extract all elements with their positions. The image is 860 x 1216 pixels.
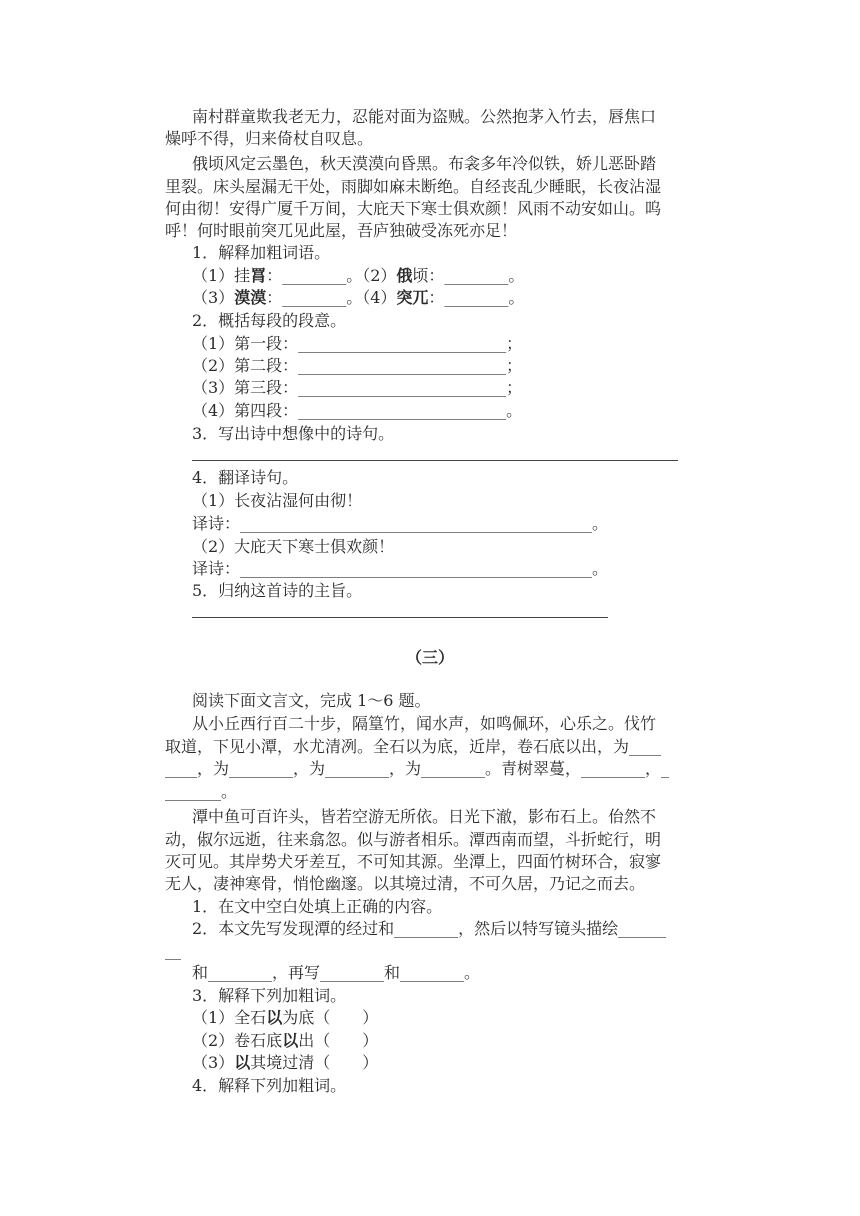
section3-question-3-item <box>192 1007 378 1029</box>
item-text: 出（ ） <box>298 1031 379 1050</box>
question-2-item: （4）第四段：__________________________。 <box>192 401 523 420</box>
item-text: ：________。（4） <box>266 288 397 307</box>
prose-line: 取道，下见小潭，水尤清冽。全石以为底，近岸，卷石底以出，为____ <box>165 737 662 756</box>
item-text: （2）卷石底 <box>192 1031 283 1050</box>
poem-line: 何由彻！安得广厦千万间，大庇天下寒士俱欢颜！风雨不动安如山。呜 <box>165 199 662 218</box>
question-2-item: （2）第二段：__________________________； <box>192 356 523 375</box>
answer-line <box>192 617 608 618</box>
bold-word: 罥 <box>250 266 267 285</box>
item-text: （3） <box>192 1053 235 1072</box>
section3-question-4: 4．解释下列加粗词。 <box>192 1076 347 1095</box>
item-text: （1）挂 <box>192 266 251 285</box>
bold-word: 漠漠 <box>234 288 267 307</box>
question-1-row-1 <box>192 265 524 287</box>
section-intro: 阅读下面文言文，完成 1～6 题。 <box>192 691 431 710</box>
bold-word: 以 <box>282 1031 299 1050</box>
prose-line: ____，为________，为________，为________。青树翠蔓，________，_ <box>165 759 670 778</box>
poem-line: 南村群童欺我老无力，忍能对面为盗贼。公然抱茅入竹去，唇焦口 <box>192 107 657 126</box>
item-text: 为底（ ） <box>282 1008 379 1027</box>
prose-line: 潭中鱼可百许头，皆若空游无所依。日光下澈，影布石上。佁然不 <box>192 807 657 826</box>
prose-line: 从小丘西行百二十步，隔篁竹，闻水声，如鸣佩环，心乐之。伐竹 <box>192 714 657 733</box>
question-2-item: （1）第一段：__________________________； <box>192 334 523 353</box>
prose-line: 无人，凄神寒骨，悄怆幽邃。以其境过清，不可久居，乃记之而去。 <box>165 874 646 893</box>
question-4-sentence-2: （2）大庇天下寒士俱欢颜！ <box>192 537 395 556</box>
bold-word: 以 <box>266 1008 283 1027</box>
section3-question-3: 3．解释下列加粗词。 <box>192 986 347 1005</box>
section3-question-2-wrap: __ <box>165 941 181 960</box>
question-1-title: 1．解释加粗词语。 <box>192 243 331 262</box>
item-text: ：________。 <box>428 288 525 307</box>
item-text: 顷：________。 <box>412 266 525 285</box>
question-4-sentence-1: （1）长夜沾湿何由彻！ <box>192 491 363 510</box>
question-4-title: 4．翻译诗句。 <box>192 468 299 487</box>
item-text: 其境过清（ ） <box>250 1053 379 1072</box>
prose-line: 灭可见。其岸势犬牙差互，不可知其源。坐潭上，四面竹树环合，寂寥 <box>165 852 662 871</box>
section3-question-1: 1．在文中空白处填上正确的内容。 <box>192 897 443 916</box>
question-4-translation-1: 译诗：____________________________________________。 <box>192 514 609 533</box>
poem-line: 呼！何时眼前突兀见此屋，吾庐独破受冻死亦足！ <box>165 221 518 240</box>
item-text: （1）全石 <box>192 1008 267 1027</box>
section3-question-3-item <box>192 1030 378 1052</box>
section3-question-2-cont: 和________，再写________和________。 <box>192 963 481 982</box>
poem-line: 燥呼不得，归来倚杖自叹息。 <box>165 129 374 148</box>
section3-question-3-item <box>192 1052 378 1074</box>
question-2-title: 2．概括每段的段意。 <box>192 311 347 330</box>
item-text: （3） <box>192 288 235 307</box>
question-5-title: 5．归纳这首诗的主旨。 <box>192 581 363 600</box>
bold-word: 突兀 <box>396 288 429 307</box>
item-text: ：________。（2） <box>266 266 397 285</box>
question-3-title: 3．写出诗中想像中的诗句。 <box>192 424 395 443</box>
question-1-row-2 <box>192 287 524 309</box>
poem-line: 俄顷风定云墨色，秋天漠漠向昏黑。布衾多年冷似铁，娇儿恶卧踏 <box>192 154 657 173</box>
poem-line: 里裂。床头屋漏无干处，雨脚如麻未断绝。自经丧乱少睡眠，长夜沾湿 <box>165 177 662 196</box>
section-heading: （三） <box>405 648 454 667</box>
bold-word: 俄 <box>396 266 413 285</box>
bold-word: 以 <box>234 1053 251 1072</box>
section3-question-2: 2．本文先写发现潭的经过和________，然后以特写镜头描绘______ <box>192 919 667 938</box>
question-2-item: （3）第三段：__________________________； <box>192 378 523 397</box>
prose-line: _______。 <box>165 782 238 801</box>
prose-line: 动，俶尔远逝，往来翕忽。似与游者相乐。潭西南而望，斗折蛇行，明 <box>165 830 662 849</box>
answer-line <box>192 460 678 461</box>
question-4-translation-2: 译诗：____________________________________________。 <box>192 559 609 578</box>
